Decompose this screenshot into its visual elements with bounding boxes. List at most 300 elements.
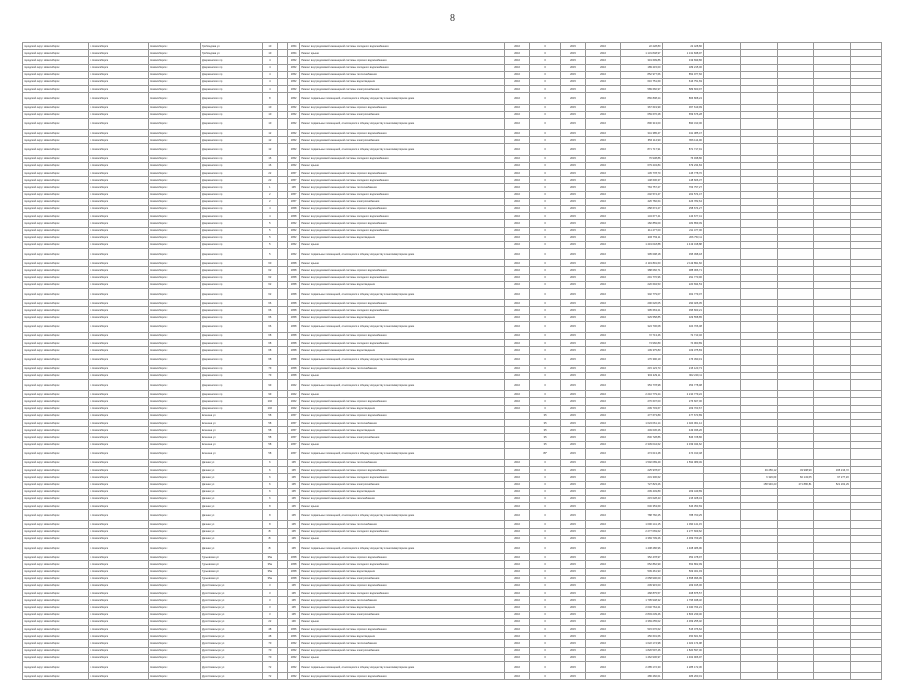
year-cell: 1957: [287, 177, 299, 184]
blank-cell: [850, 654, 881, 661]
house-cell: 5: [263, 220, 277, 227]
period-end-cell: 2016: [585, 543, 620, 554]
wear-cell: 0: [530, 177, 561, 184]
district-cell: городской округ Новосибирск: [23, 510, 89, 521]
period-start-cell: 2015: [561, 561, 586, 568]
street-cell: Дачная ул: [200, 481, 262, 488]
street-cell: Дзержинского пр: [200, 281, 262, 288]
table-row: [23, 184, 882, 191]
period-end-cell: 2016: [585, 434, 620, 441]
table-row: [23, 86, 882, 93]
extra-cost-2-cell: [778, 155, 813, 162]
wear-cell: 0: [530, 543, 561, 554]
blank-cell: [703, 412, 740, 419]
plan-year-cell: [505, 420, 530, 427]
house-cell: 16: [263, 162, 277, 169]
cost-total-cell: 646 353,69: [621, 503, 662, 510]
extra-cost-3-cell: [813, 227, 850, 234]
extra-cost-2-cell: [778, 380, 813, 391]
cost-total-cell: 1 408 486,96: [621, 543, 662, 554]
cost-total-cell: 211 477,00: [621, 227, 662, 234]
region-cell: Новосибирск г.: [149, 590, 201, 597]
table-row: [23, 205, 882, 212]
period-start-cell: 2015: [561, 137, 586, 144]
plan-year-cell: 2016: [505, 184, 530, 191]
work-type-cell: Ремонт внутридомовой инженерной системы электроснабжения: [300, 111, 505, 118]
work-type-cell: Ремонт внутридомовой инженерной системы горячего водоснабжения: [300, 412, 505, 419]
table-row: [23, 521, 882, 528]
street-cell: Дачная ул: [200, 474, 262, 481]
wear-cell: 0: [530, 118, 561, 129]
extra-cost-3-cell: [813, 391, 850, 398]
street-cell: Дзержинского пр: [200, 354, 262, 365]
year-cell: 1958: [287, 340, 299, 347]
work-type-cell: Ремонт внутридомовой инженерной системы электроснабжения: [300, 86, 505, 93]
blank-cell: [850, 332, 881, 339]
period-start-cell: 2015: [561, 274, 586, 281]
wear-cell: 0: [530, 575, 561, 582]
plan-year-cell: 2016: [505, 86, 530, 93]
blank-cell: [703, 307, 740, 314]
blank-cell: [850, 43, 881, 50]
extra-cost-2-cell: [778, 590, 813, 597]
table-body: [23, 43, 882, 680]
wear-cell: 0: [530, 380, 561, 391]
house-cell: 5: [263, 227, 277, 234]
extra-cost-3-cell: [813, 274, 850, 281]
house-cell: 6: [263, 495, 277, 502]
period-end-cell: 2016: [585, 503, 620, 510]
period-end-cell: 2016: [585, 198, 620, 205]
plan-year-cell: [505, 427, 530, 434]
blank-cell: [277, 640, 287, 647]
year-cell: 1952: [287, 78, 299, 85]
wear-cell: 0: [530, 184, 561, 191]
period-end-cell: 2016: [585, 561, 620, 568]
city-cell: г. Новосибирск: [89, 626, 149, 633]
street-cell: Дуси Ковальчук ул: [200, 590, 262, 597]
wear-cell: 0: [530, 260, 561, 267]
blank-cell: [850, 398, 881, 405]
extra-cost-1-cell: [741, 354, 778, 365]
blank-cell: [703, 372, 740, 379]
work-type-cell: Ремонт крыши: [300, 372, 505, 379]
extra-cost-3-cell: [813, 427, 850, 434]
house-cell: 8г: [263, 535, 277, 542]
plan-year-cell: 2016: [505, 582, 530, 589]
period-end-cell: 2016: [585, 78, 620, 85]
period-start-cell: 2015: [561, 503, 586, 510]
street-cell: Гурьевская ул: [200, 568, 262, 575]
period-start-cell: 2015: [561, 528, 586, 535]
blank-cell: [850, 191, 881, 198]
table-row: [23, 618, 882, 625]
blank-cell: [703, 427, 740, 434]
blank-cell: [850, 521, 881, 528]
cost-total-cell: 652 862,99: [621, 561, 662, 568]
street-cell: Дачная ул: [200, 495, 262, 502]
work-type-cell: Ремонт подвальных помещений, относящихся к общему имуществу в многоквартирном доме: [300, 289, 505, 300]
extra-cost-3-cell: [813, 220, 850, 227]
blank-cell: [277, 441, 287, 448]
period-start-cell: 2015: [561, 618, 586, 625]
work-type-cell: Ремонт внутридомовой инженерной системы холодного водоснабжения: [300, 155, 505, 162]
region-cell: Новосибирск г.: [149, 582, 201, 589]
street-cell: Дзержинского пр: [200, 86, 262, 93]
extra-cost-3-cell: [813, 289, 850, 300]
cost-total-cell: 4 369 255,02: [621, 618, 662, 625]
year-cell: 1952: [287, 137, 299, 144]
extra-cost-2-cell: [778, 427, 813, 434]
period-end-cell: 2016: [585, 118, 620, 129]
city-cell: г. Новосибирск: [89, 71, 149, 78]
city-cell: г. Новосибирск: [89, 78, 149, 85]
wear-cell: 0: [530, 64, 561, 71]
table-row: [23, 267, 882, 274]
blank-cell: [277, 144, 287, 155]
year-cell: 1952: [287, 144, 299, 155]
wear-cell: 0: [530, 673, 561, 680]
blank-cell: [277, 241, 287, 248]
extra-cost-2-cell: [778, 71, 813, 78]
extra-cost-2-cell: [778, 191, 813, 198]
cost-total-cell: 22 428,80: [621, 43, 662, 50]
period-start-cell: 2015: [561, 354, 586, 365]
region-cell: Новосибирск г.: [149, 307, 201, 314]
city-cell: г. Новосибирск: [89, 503, 149, 510]
period-start-cell: 2015: [561, 260, 586, 267]
period-start-cell: 2015: [561, 177, 586, 184]
extra-cost-1-cell: 6 326,63: [741, 474, 778, 481]
work-type-cell: Ремонт внутридомовой инженерной системы водоотведения: [300, 281, 505, 288]
year-cell: 195: [287, 467, 299, 474]
year-cell: 1952: [287, 241, 299, 248]
city-cell: г. Новосибирск: [89, 234, 149, 241]
cost-total-cell: 788 760,25: [621, 510, 662, 521]
period-start-cell: 2015: [561, 93, 586, 104]
blank-cell: [850, 144, 881, 155]
extra-cost-2-cell: [778, 561, 813, 568]
district-cell: городской округ Новосибирск: [23, 198, 89, 205]
extra-cost-1-cell: [741, 155, 778, 162]
plan-year-cell: 2016: [505, 391, 530, 398]
blank-cell: [850, 554, 881, 561]
plan-year-cell: 2016: [505, 118, 530, 129]
extra-cost-1-cell: [741, 267, 778, 274]
region-cell: Новосибирск г.: [149, 673, 201, 680]
plan-year-cell: 2016: [505, 604, 530, 611]
period-start-cell: 2015: [561, 575, 586, 582]
region-cell: Новосибирск г.: [149, 144, 201, 155]
cost-total-cell: 1 462 906,97: [621, 654, 662, 661]
city-cell: г. Новосибирск: [89, 241, 149, 248]
extra-cost-1-cell: [741, 86, 778, 93]
extra-cost-3-cell: [813, 354, 850, 365]
work-type-cell: Ремонт внутридомовой инженерной системы электроснабжения: [300, 575, 505, 582]
table-row: [23, 561, 882, 568]
plan-year-cell: 2016: [505, 398, 530, 405]
period-end-cell: 2016: [585, 300, 620, 307]
blank-cell: [850, 365, 881, 372]
extra-cost-3-cell: [813, 521, 850, 528]
cost-total-cell: 215 028,43: [621, 495, 662, 502]
wear-cell: 0: [530, 307, 561, 314]
district-cell: городской округ Новосибирск: [23, 93, 89, 104]
city-cell: г. Новосибирск: [89, 184, 149, 191]
street-cell: Дзержинского пр: [200, 391, 262, 398]
blank-cell: [703, 459, 740, 466]
extra-cost-3-cell: [813, 234, 850, 241]
extra-cost-1-cell: [741, 111, 778, 118]
city-cell: г. Новосибирск: [89, 618, 149, 625]
period-start-cell: 2015: [561, 535, 586, 542]
work-type-cell: Ремонт внутридомовой инженерной системы горячего водоснабжения: [300, 170, 505, 177]
table-row: [23, 398, 882, 405]
table-row: [23, 137, 882, 144]
period-end-cell: 2016: [585, 521, 620, 528]
blank-cell: [703, 575, 740, 582]
plan-year-cell: 2016: [505, 274, 530, 281]
period-start-cell: 2015: [561, 213, 586, 220]
blank-cell: [850, 93, 881, 104]
extra-cost-3-cell: [813, 528, 850, 535]
year-cell: 195: [287, 459, 299, 466]
blank-cell: [277, 597, 287, 604]
blank-cell: [703, 249, 740, 260]
cost-total-cell: 679 234,84: [621, 162, 662, 169]
extra-cost-2-cell: [778, 170, 813, 177]
blank-cell: [277, 521, 287, 528]
extra-cost-3-cell: [813, 582, 850, 589]
city-cell: г. Новосибирск: [89, 575, 149, 582]
blank-cell: [277, 205, 287, 212]
extra-cost-1-cell: [741, 340, 778, 347]
region-cell: Новосибирск г.: [149, 205, 201, 212]
plan-year-cell: 2016: [505, 535, 530, 542]
city-cell: г. Новосибирск: [89, 590, 149, 597]
wear-cell: 0: [530, 662, 561, 673]
extra-cost-3-cell: [813, 441, 850, 448]
year-cell: 1956: [287, 633, 299, 640]
house-cell: 3: [263, 590, 277, 597]
year-cell: 1962: [287, 398, 299, 405]
city-cell: г. Новосибирск: [89, 177, 149, 184]
table-row: [23, 289, 882, 300]
region-cell: Новосибирск г.: [149, 365, 201, 372]
year-cell: 1952: [287, 57, 299, 64]
district-cell: городской округ Новосибирск: [23, 220, 89, 227]
year-cell: 1952: [287, 227, 299, 234]
street-cell: Дзержинского пр: [200, 234, 262, 241]
period-end-cell: 2016: [585, 241, 620, 248]
street-cell: Дуси Ковальчук ул: [200, 626, 262, 633]
region-cell: Новосибирск г.: [149, 332, 201, 339]
period-end-cell: 2016: [585, 64, 620, 71]
house-cell: 102: [263, 398, 277, 405]
period-start-cell: 2015: [561, 488, 586, 495]
plan-year-cell: 2016: [505, 300, 530, 307]
cost-fund-cell: 353 778,98: [662, 380, 703, 391]
street-cell: Грибоедова ул: [200, 50, 262, 57]
extra-cost-1-cell: [741, 307, 778, 314]
blank-cell: [850, 543, 881, 554]
cost-total-cell: 846 728,86: [621, 434, 662, 441]
extra-cost-3-cell: [813, 535, 850, 542]
wear-cell: 0: [530, 347, 561, 354]
region-cell: Новосибирск г.: [149, 495, 201, 502]
district-cell: городской округ Новосибирск: [23, 391, 89, 398]
blank-cell: [850, 448, 881, 459]
blank-cell: [277, 227, 287, 234]
city-cell: г. Новосибирск: [89, 640, 149, 647]
extra-cost-2-cell: [778, 234, 813, 241]
blank-cell: [850, 64, 881, 71]
extra-cost-3-cell: [813, 137, 850, 144]
district-cell: городской округ Новосибирск: [23, 260, 89, 267]
cost-fund-cell: 302 779,07: [662, 289, 703, 300]
cost-total-cell: 76 938,86: [621, 155, 662, 162]
plan-year-cell: [505, 412, 530, 419]
extra-cost-1-cell: [741, 510, 778, 521]
district-cell: городской округ Новосибирск: [23, 104, 89, 111]
period-start-cell: 2015: [561, 267, 586, 274]
blank-cell: [703, 654, 740, 661]
extra-cost-3-cell: [813, 365, 850, 372]
period-start-cell: 2015: [561, 184, 586, 191]
wear-cell: 0: [530, 227, 561, 234]
city-cell: г. Новосибирск: [89, 647, 149, 654]
extra-cost-1-cell: [741, 543, 778, 554]
period-start-cell: 2015: [561, 281, 586, 288]
extra-cost-1-cell: [741, 568, 778, 575]
period-end-cell: 2016: [585, 137, 620, 144]
house-cell: 6: [263, 474, 277, 481]
district-cell: городской округ Новосибирск: [23, 347, 89, 354]
period-start-cell: 2015: [561, 662, 586, 673]
period-start-cell: 2015: [561, 673, 586, 680]
city-cell: г. Новосибирск: [89, 205, 149, 212]
blank-cell: [850, 568, 881, 575]
wear-cell: 0: [530, 43, 561, 50]
cost-total-cell: 589 660,97: [621, 86, 662, 93]
extra-cost-1-cell: [741, 561, 778, 568]
period-end-cell: 2016: [585, 43, 620, 50]
extra-cost-2-cell: [778, 633, 813, 640]
street-cell: Дачная ул: [200, 543, 262, 554]
table-row: [23, 43, 882, 50]
extra-cost-1-cell: [741, 118, 778, 129]
region-cell: Новосибирск г.: [149, 354, 201, 365]
city-cell: г. Новосибирск: [89, 495, 149, 502]
house-cell: 3: [263, 604, 277, 611]
wear-cell: 0: [530, 234, 561, 241]
cost-total-cell: 202 574,47: [621, 191, 662, 198]
cost-total-cell: 258 674,27: [621, 205, 662, 212]
plan-year-cell: 2016: [505, 365, 530, 372]
period-start-cell: 2015: [561, 626, 586, 633]
blank-cell: [703, 420, 740, 427]
extra-cost-2-cell: [778, 64, 813, 71]
work-type-cell: Ремонт крыши: [300, 618, 505, 625]
house-cell: 8г: [263, 528, 277, 535]
region-cell: Новосибирск г.: [149, 575, 201, 582]
region-cell: Новосибирск г.: [149, 640, 201, 647]
blank-cell: [703, 528, 740, 535]
table-row: [23, 249, 882, 260]
year-cell: 195: [287, 543, 299, 554]
year-cell: 1952: [287, 155, 299, 162]
extra-cost-1-cell: [741, 50, 778, 57]
extra-cost-2-cell: [778, 405, 813, 412]
extra-cost-1-cell: [741, 71, 778, 78]
blank-cell: [703, 503, 740, 510]
period-start-cell: 2015: [561, 50, 586, 57]
year-cell: 1957: [287, 412, 299, 419]
city-cell: г. Новосибирск: [89, 220, 149, 227]
house-cell: 22: [263, 177, 277, 184]
plan-year-cell: 2016: [505, 43, 530, 50]
extra-cost-2-cell: [778, 321, 813, 332]
district-cell: городской округ Новосибирск: [23, 582, 89, 589]
table-row: [23, 71, 882, 78]
cost-fund-cell: 1 795 948,32: [662, 597, 703, 604]
cost-fund-cell: 1 024 061,14: [662, 420, 703, 427]
cost-fund-cell: 852 977,66: [662, 71, 703, 78]
cost-total-cell: 449 036,26: [621, 427, 662, 434]
street-cell: Есенина ул: [200, 412, 262, 419]
region-cell: Новосибирск г.: [149, 405, 201, 412]
house-cell: 35а: [263, 575, 277, 582]
blank-cell: [703, 86, 740, 93]
cost-total-cell: 352 478,97: [621, 554, 662, 561]
extra-cost-2-cell: [778, 307, 813, 314]
district-cell: городской округ Новосибирск: [23, 611, 89, 618]
work-type-cell: Ремонт внутридомовой инженерной системы теплоснабжения: [300, 184, 505, 191]
street-cell: Дзержинского пр: [200, 220, 262, 227]
street-cell: Дзержинского пр: [200, 321, 262, 332]
blank-cell: [277, 528, 287, 535]
plan-year-cell: 2016: [505, 78, 530, 85]
house-cell: 68: [263, 332, 277, 339]
cost-total-cell: 1 820 597,46: [621, 647, 662, 654]
year-cell: 1958: [287, 289, 299, 300]
extra-cost-2-cell: [778, 267, 813, 274]
blank-cell: [277, 234, 287, 241]
cost-total-cell: 220 694,53: [621, 281, 662, 288]
plan-year-cell: 2016: [505, 227, 530, 234]
period-end-cell: 2016: [585, 354, 620, 365]
district-cell: городской округ Новосибирск: [23, 568, 89, 575]
region-cell: Новосибирск г.: [149, 412, 201, 419]
house-cell: 6: [263, 459, 277, 466]
period-start-cell: 2015: [561, 365, 586, 372]
blank-cell: [277, 654, 287, 661]
street-cell: Дзержинского пр: [200, 274, 262, 281]
district-cell: городской округ Новосибирск: [23, 184, 89, 191]
plan-year-cell: 2016: [505, 654, 530, 661]
house-cell: 99: [263, 391, 277, 398]
blank-cell: [703, 130, 740, 137]
extra-cost-1-cell: [741, 535, 778, 542]
extra-cost-3-cell: [813, 448, 850, 459]
blank-cell: [850, 575, 881, 582]
house-cell: 70: [263, 640, 277, 647]
table-row: [23, 241, 882, 248]
extra-cost-2-cell: [778, 354, 813, 365]
house-cell: 4: [263, 205, 277, 212]
region-cell: Новосибирск г.: [149, 434, 201, 441]
period-end-cell: 2016: [585, 604, 620, 611]
